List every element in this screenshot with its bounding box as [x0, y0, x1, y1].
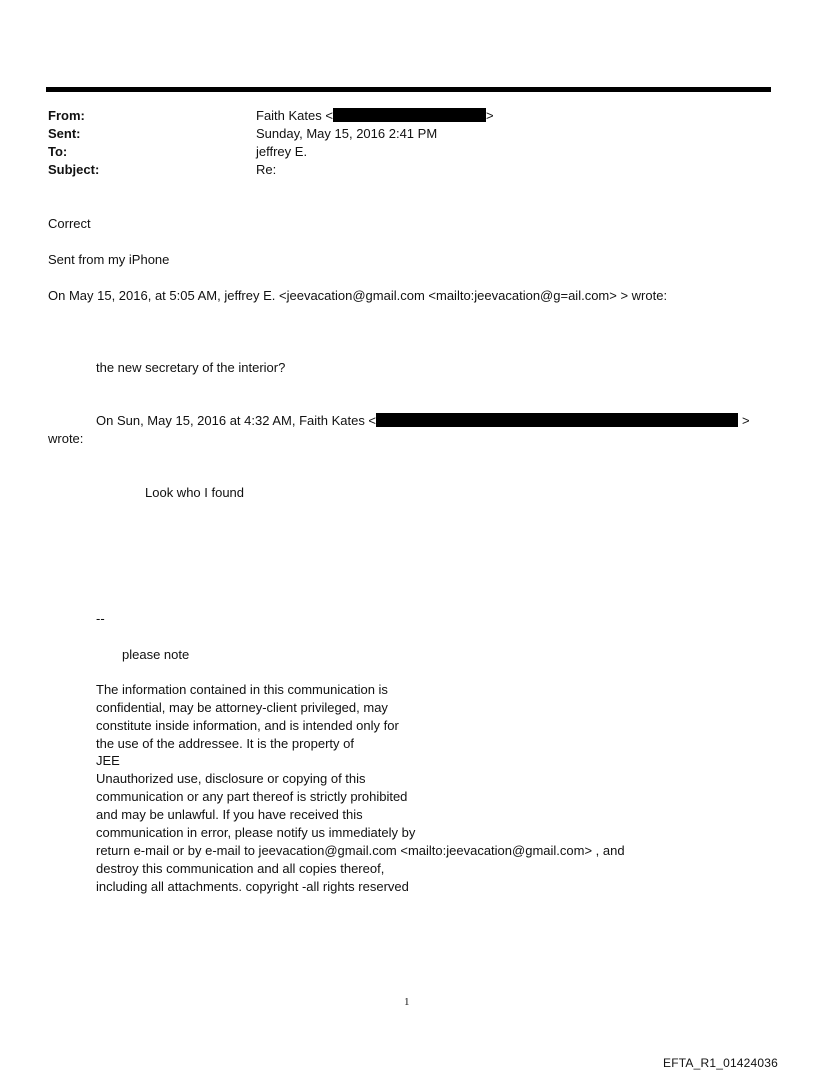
quote2-text: Look who I found: [145, 485, 245, 500]
redaction-bar: [376, 413, 738, 427]
disclaimer-line: The information contained in this communication is: [96, 682, 388, 697]
quote2-wrote: wrote:: [48, 431, 84, 446]
from-name: Faith Kates <: [256, 108, 333, 123]
disclaimer-line: destroy this communication and all copies thereof,: [96, 861, 385, 876]
disclaimer-line: return e-mail or by e-mail to jeevacation@gmail.com <mailto:jeevacation@gmail.com> , and: [96, 843, 625, 858]
quote1-header: On May 15, 2016, at 5:05 AM, jeffrey E. <jeevacation@gmail.com <mailto:jeevacation@g=ail.com> > wrote:: [48, 288, 668, 303]
disclaimer-line: and may be unlawful. If you have received this: [96, 807, 363, 822]
from-value: [256, 107, 494, 125]
header-rule: [46, 87, 771, 92]
sent-label: Sent:: [48, 126, 81, 141]
disclaimer-line: constitute inside information, and is intended only for: [96, 718, 399, 733]
to-value: jeffrey E.: [256, 144, 308, 159]
disclaimer-line: the use of the addressee. It is the property of: [96, 736, 354, 751]
signature-dash: --: [96, 611, 105, 626]
disclaimer-line: communication or any part thereof is strictly prohibited: [96, 789, 408, 804]
disclaimer-line: JEE: [96, 753, 120, 768]
disclaimer-line: confidential, may be attorney-client privileged, may: [96, 700, 388, 715]
document-id: EFTA_R1_01424036: [663, 1056, 779, 1070]
disclaimer-line: Unauthorized use, disclosure or copying of this: [96, 771, 366, 786]
to-label: To:: [48, 144, 68, 159]
subject-label: Subject:: [48, 162, 100, 177]
from-close: >: [485, 108, 494, 123]
page-number: 1: [404, 996, 410, 1008]
reply-text: Correct: [48, 216, 91, 231]
subject-value: Re:: [256, 162, 277, 177]
redaction-bar: [333, 108, 486, 122]
disclaimer-line: communication in error, please notify us immediately by: [96, 825, 416, 840]
disclaimer-line: including all attachments. copyright -all rights reserved: [96, 879, 409, 894]
sent-value: Sunday, May 15, 2016 2:41 PM: [256, 126, 438, 141]
quote2-header: [96, 412, 750, 430]
quote2-header-text: On Sun, May 15, 2016 at 4:32 AM, Faith Kates <: [96, 413, 377, 428]
signature-text: Sent from my iPhone: [48, 252, 170, 267]
quote2-close: >: [742, 413, 750, 428]
from-label: From:: [48, 108, 85, 123]
quote1-text: the new secretary of the interior?: [96, 360, 286, 375]
please-note: please note: [122, 647, 190, 662]
